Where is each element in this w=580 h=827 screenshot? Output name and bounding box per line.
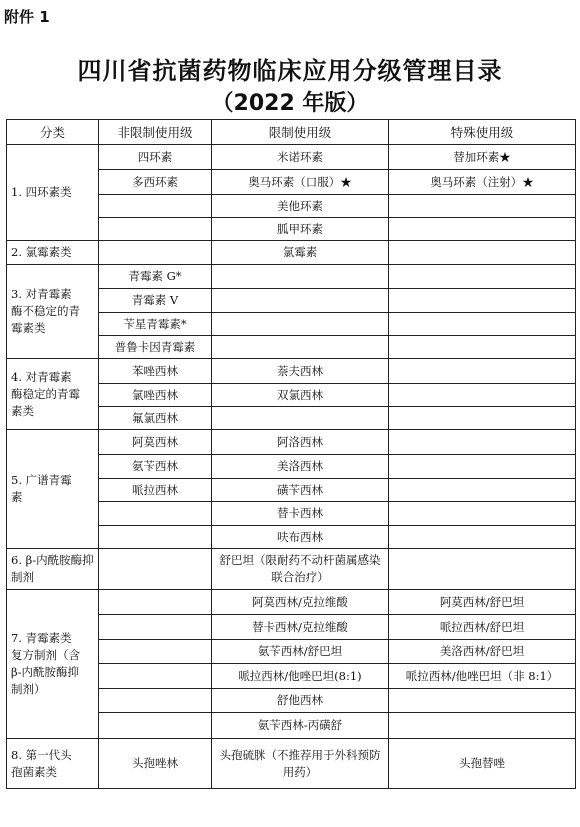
table-body xyxy=(7,145,576,789)
category-cell xyxy=(7,359,99,430)
category-cell xyxy=(7,739,99,789)
restricted-cell: 替卡西林/克拉维酸 xyxy=(212,615,389,640)
category-text: 6. β-内酰胺酶抑制剂 xyxy=(11,553,94,584)
unrestricted-cell: 头孢唑林 xyxy=(99,739,212,789)
restricted-cell: 舒他西林 xyxy=(212,689,389,713)
table-row xyxy=(7,590,576,615)
unrestricted-cell: 四环素 xyxy=(99,145,212,170)
table-row xyxy=(7,145,576,170)
unrestricted-cell: 多西环素 xyxy=(99,170,212,195)
unrestricted-cell xyxy=(99,615,212,640)
special-cell xyxy=(389,502,576,526)
special-cell: 美洛西林/舒巴坦 xyxy=(389,640,576,664)
unrestricted-cell: 哌拉西林 xyxy=(99,479,212,502)
special-cell xyxy=(389,549,576,590)
unrestricted-cell xyxy=(99,526,212,549)
restricted-cell: 氨苄西林-丙磺舒 xyxy=(212,713,389,739)
header-special: 特殊使用级 xyxy=(389,120,576,145)
unrestricted-cell xyxy=(99,664,212,689)
special-cell xyxy=(389,526,576,549)
table-row xyxy=(7,739,576,789)
special-cell xyxy=(389,359,576,384)
attachment-label: 附件 1 xyxy=(4,8,50,26)
category-text: 8. 第一代头孢菌素类 xyxy=(11,747,72,779)
restricted-cell xyxy=(212,289,389,313)
special-cell xyxy=(389,384,576,407)
category-cell xyxy=(7,590,99,739)
special-cell xyxy=(389,265,576,289)
restricted-cell xyxy=(212,407,389,430)
special-cell xyxy=(389,689,576,713)
restricted-cell: 头孢硫脒（不推荐用于外科预防用药） xyxy=(212,739,389,789)
unrestricted-cell: 普鲁卡因青霉素 xyxy=(99,336,212,359)
category-text: 7. 青霉素类复方制剂（含β-内酰胺酶抑制剂） xyxy=(11,631,80,696)
antibiotic-catalog-table xyxy=(6,119,576,789)
special-cell: 头孢替唑 xyxy=(389,739,576,789)
unrestricted-cell xyxy=(99,713,212,739)
restricted-cell: 胍甲环素 xyxy=(212,218,389,241)
restricted-cell: 萘夫西林 xyxy=(212,359,389,384)
unrestricted-cell xyxy=(99,195,212,218)
unrestricted-cell: 苄星青霉素* xyxy=(99,313,212,336)
special-cell xyxy=(389,195,576,218)
unrestricted-cell xyxy=(99,590,212,615)
category-cell xyxy=(7,430,99,549)
special-cell: 哌拉西林/他唑巴坦（非 8:1） xyxy=(389,664,576,689)
unrestricted-cell: 青霉素 V xyxy=(99,289,212,313)
restricted-cell: 氨苄西林/舒巴坦 xyxy=(212,640,389,664)
restricted-cell: 奥马环素（口服）★ xyxy=(212,170,389,195)
restricted-cell xyxy=(212,265,389,289)
restricted-cell: 哌拉西林/他唑巴坦(8:1) xyxy=(212,664,389,689)
header-category: 分类 xyxy=(7,120,99,145)
restricted-cell: 磺苄西林 xyxy=(212,479,389,502)
unrestricted-cell: 氯唑西林 xyxy=(99,384,212,407)
special-cell xyxy=(389,407,576,430)
table-row xyxy=(7,241,576,265)
table-header-row xyxy=(7,120,576,145)
restricted-cell: 氯霉素 xyxy=(212,241,389,265)
restricted-cell: 呋布西林 xyxy=(212,526,389,549)
special-cell xyxy=(389,430,576,455)
category-text: 5. 广谱青霉素 xyxy=(11,473,72,504)
category-text: 4. 对青霉素酶稳定的青霉素类 xyxy=(11,369,80,418)
category-cell xyxy=(7,145,99,241)
special-cell xyxy=(389,289,576,313)
page-subtitle: （2022 年版） xyxy=(211,91,369,116)
restricted-cell: 舒巴坦（限耐药不动杆菌属感染联合治疗） xyxy=(212,549,389,590)
restricted-cell: 美洛西林 xyxy=(212,455,389,479)
restricted-cell: 美他环素 xyxy=(212,195,389,218)
unrestricted-cell xyxy=(99,502,212,526)
unrestricted-cell: 青霉素 G* xyxy=(99,265,212,289)
restricted-cell xyxy=(212,336,389,359)
unrestricted-cell xyxy=(99,549,212,590)
unrestricted-cell xyxy=(99,640,212,664)
special-cell xyxy=(389,313,576,336)
special-cell: 哌拉西林/舒巴坦 xyxy=(389,615,576,640)
header-unrestricted: 非限制使用级 xyxy=(99,120,212,145)
special-cell: 奥马环素（注射）★ xyxy=(389,170,576,195)
special-cell xyxy=(389,241,576,265)
table-row xyxy=(7,430,576,455)
category-cell xyxy=(7,265,99,359)
category-text: 1. 四环素类 xyxy=(11,185,72,199)
unrestricted-cell xyxy=(99,218,212,241)
header-restricted: 限制使用级 xyxy=(212,120,389,145)
unrestricted-cell xyxy=(99,241,212,265)
table-row xyxy=(7,549,576,590)
table-row xyxy=(7,359,576,384)
special-cell: 替加环素★ xyxy=(389,145,576,170)
unrestricted-cell xyxy=(99,689,212,713)
category-cell xyxy=(7,549,99,590)
category-cell xyxy=(7,241,99,265)
special-cell xyxy=(389,455,576,479)
table-row xyxy=(7,265,576,289)
unrestricted-cell: 苯唑西林 xyxy=(99,359,212,384)
special-cell xyxy=(389,713,576,739)
special-cell xyxy=(389,218,576,241)
restricted-cell: 双氯西林 xyxy=(212,384,389,407)
unrestricted-cell: 氨苄西林 xyxy=(99,455,212,479)
special-cell xyxy=(389,479,576,502)
unrestricted-cell: 阿莫西林 xyxy=(99,430,212,455)
category-text: 2. 氯霉素类 xyxy=(11,245,72,259)
page-title: 四川省抗菌药物临床应用分级管理目录 xyxy=(77,57,503,85)
restricted-cell: 米诺环素 xyxy=(212,145,389,170)
restricted-cell: 阿洛西林 xyxy=(212,430,389,455)
special-cell: 阿莫西林/舒巴坦 xyxy=(389,590,576,615)
restricted-cell: 替卡西林 xyxy=(212,502,389,526)
restricted-cell xyxy=(212,313,389,336)
unrestricted-cell: 氟氯西林 xyxy=(99,407,212,430)
restricted-cell: 阿莫西林/克拉维酸 xyxy=(212,590,389,615)
special-cell xyxy=(389,336,576,359)
category-text: 3. 对青霉素酶不稳定的青霉素类 xyxy=(11,287,80,335)
